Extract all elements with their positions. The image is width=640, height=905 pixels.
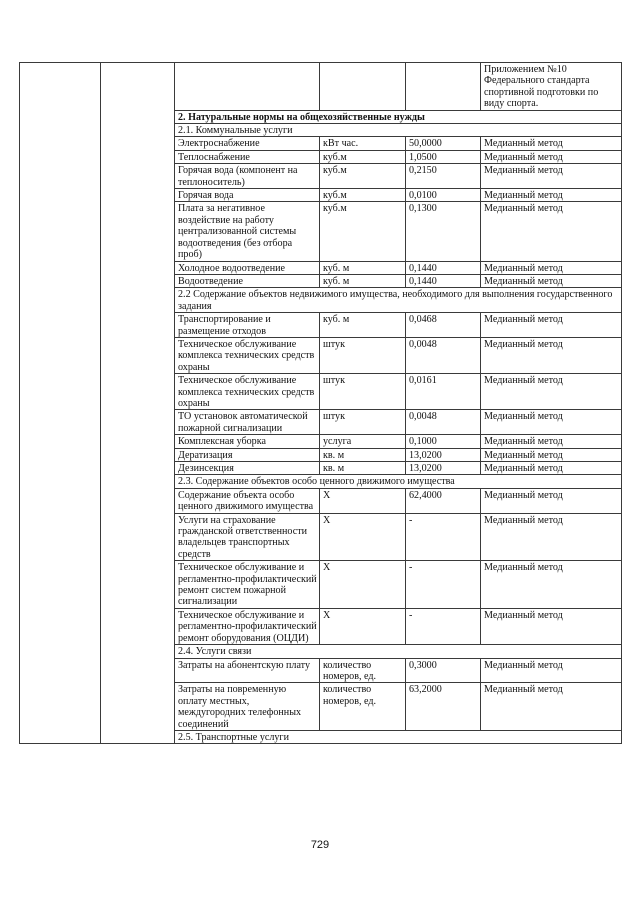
cell-name: Теплоснабжение: [175, 150, 320, 163]
page-number: 729: [310, 839, 330, 851]
group-title: 2.3. Содержание объектов особо ценного движимого имущества: [175, 475, 622, 488]
cell-method: Медианный метод: [481, 164, 622, 189]
cell-method: Медианный метод: [481, 189, 622, 202]
cell-unit: куб.м: [320, 164, 406, 189]
cell-value: 0,0468: [406, 313, 481, 338]
left-blank-column: [20, 63, 101, 744]
cell-unit: куб.м: [320, 202, 406, 261]
cell-unit: штук: [320, 337, 406, 373]
cell-unit: куб.м: [320, 189, 406, 202]
cell-method: Медианный метод: [481, 410, 622, 435]
cell-unit: Х: [320, 561, 406, 609]
cell-value: 0,2150: [406, 164, 481, 189]
cell-method: Медианный метод: [481, 683, 622, 731]
cell-method: Медианный метод: [481, 435, 622, 448]
cell-name: Горячая вода: [175, 189, 320, 202]
cell-unit: количество номеров, ед.: [320, 658, 406, 683]
cell-value: 0,1440: [406, 274, 481, 287]
cell-method: Медианный метод: [481, 658, 622, 683]
cell-value: 62,4000: [406, 488, 481, 513]
cell-unit: кВт час.: [320, 137, 406, 150]
cell-name: Услуги на страхование гражданской ответственности владельцев транспортных средств: [175, 513, 320, 561]
cell-name: Содержание объекта особо ценного движимого имущества: [175, 488, 320, 513]
cell-method: Медианный метод: [481, 608, 622, 644]
cell-unit: куб.м: [320, 150, 406, 163]
cell-unit: Х: [320, 488, 406, 513]
cell-method: Медианный метод: [481, 261, 622, 274]
cell-value: 13,0200: [406, 448, 481, 461]
cell-unit: услуга: [320, 435, 406, 448]
cell-method: Медианный метод: [481, 462, 622, 475]
cell-value: 0,3000: [406, 658, 481, 683]
header-empty-cell: [175, 63, 320, 111]
cell-method: Медианный метод: [481, 150, 622, 163]
cell-value: 1,0500: [406, 150, 481, 163]
cell-name: Техническое обслуживание комплекса технических средств охраны: [175, 337, 320, 373]
cell-value: 0,1000: [406, 435, 481, 448]
cell-unit: Х: [320, 513, 406, 561]
header-note: Приложением №10 Федерального стандарта спортивной подготовки по виду спорта.: [481, 63, 622, 111]
cell-method: Медианный метод: [481, 337, 622, 373]
cell-value: 50,0000: [406, 137, 481, 150]
cell-value: 0,1440: [406, 261, 481, 274]
group-title: 2.5. Транспортные услуги: [175, 730, 622, 743]
group-title: 2.4. Услуги связи: [175, 645, 622, 658]
cell-value: 0,0048: [406, 410, 481, 435]
header-empty-cell: [320, 63, 406, 111]
cell-value: 0,0100: [406, 189, 481, 202]
cell-value: 0,0048: [406, 337, 481, 373]
norms-table: [19, 62, 622, 744]
cell-value: 13,0200: [406, 462, 481, 475]
cell-value: 0,1300: [406, 202, 481, 261]
cell-method: Медианный метод: [481, 137, 622, 150]
cell-unit: куб. м: [320, 274, 406, 287]
cell-name: Дератизация: [175, 448, 320, 461]
cell-method: Медианный метод: [481, 202, 622, 261]
cell-method: Медианный метод: [481, 374, 622, 410]
cell-unit: количество номеров, ед.: [320, 683, 406, 731]
cell-name: Электроснабжение: [175, 137, 320, 150]
cell-method: Медианный метод: [481, 274, 622, 287]
cell-unit: Х: [320, 608, 406, 644]
cell-value: -: [406, 608, 481, 644]
group-title: 2.1. Коммунальные услуги: [175, 124, 622, 137]
cell-name: Затраты на повременную оплату местных, междугородних телефонных соединений: [175, 683, 320, 731]
cell-name: Горячая вода (компонент на теплоноситель): [175, 164, 320, 189]
cell-unit: куб. м: [320, 261, 406, 274]
cell-name: Техническое обслуживание и регламентно-профилактический ремонт оборудования (ОЦДИ): [175, 608, 320, 644]
header-empty-cell: [406, 63, 481, 111]
cell-name: ТО установок автоматической пожарной сигнализации: [175, 410, 320, 435]
cell-method: Медианный метод: [481, 313, 622, 338]
cell-unit: кв. м: [320, 462, 406, 475]
cell-name: Затраты на абонентскую плату: [175, 658, 320, 683]
cell-name: Техническое обслуживание и регламентно-профилактический ремонт систем пожарной сигнализации: [175, 561, 320, 609]
cell-unit: куб. м: [320, 313, 406, 338]
cell-name: Транспортирование и размещение отходов: [175, 313, 320, 338]
header-note-row: [20, 63, 622, 111]
left-blank-column-2: [101, 63, 175, 744]
cell-value: 0,0161: [406, 374, 481, 410]
norms-table-body: [20, 63, 622, 744]
cell-unit: штук: [320, 374, 406, 410]
cell-method: Медианный метод: [481, 561, 622, 609]
cell-method: Медианный метод: [481, 488, 622, 513]
cell-value: -: [406, 513, 481, 561]
cell-unit: штук: [320, 410, 406, 435]
cell-method: Медианный метод: [481, 513, 622, 561]
cell-value: -: [406, 561, 481, 609]
cell-value: 63,2000: [406, 683, 481, 731]
section-main-title: 2. Натуральные нормы на общехозяйственные нужды: [175, 110, 622, 123]
cell-name: Техническое обслуживание комплекса технических средств охраны: [175, 374, 320, 410]
group-title: 2.2 Содержание объектов недвижимого имущества, необходимого для выполнения государственного задания: [175, 288, 622, 313]
cell-name: Холодное водоотведение: [175, 261, 320, 274]
cell-name: Комплексная уборка: [175, 435, 320, 448]
cell-name: Плата за негативное воздействие на работу централизованной системы водоотведения (без отбора проб): [175, 202, 320, 261]
cell-method: Медианный метод: [481, 448, 622, 461]
cell-name: Водоотведение: [175, 274, 320, 287]
cell-unit: кв. м: [320, 448, 406, 461]
cell-name: Дезинсекция: [175, 462, 320, 475]
